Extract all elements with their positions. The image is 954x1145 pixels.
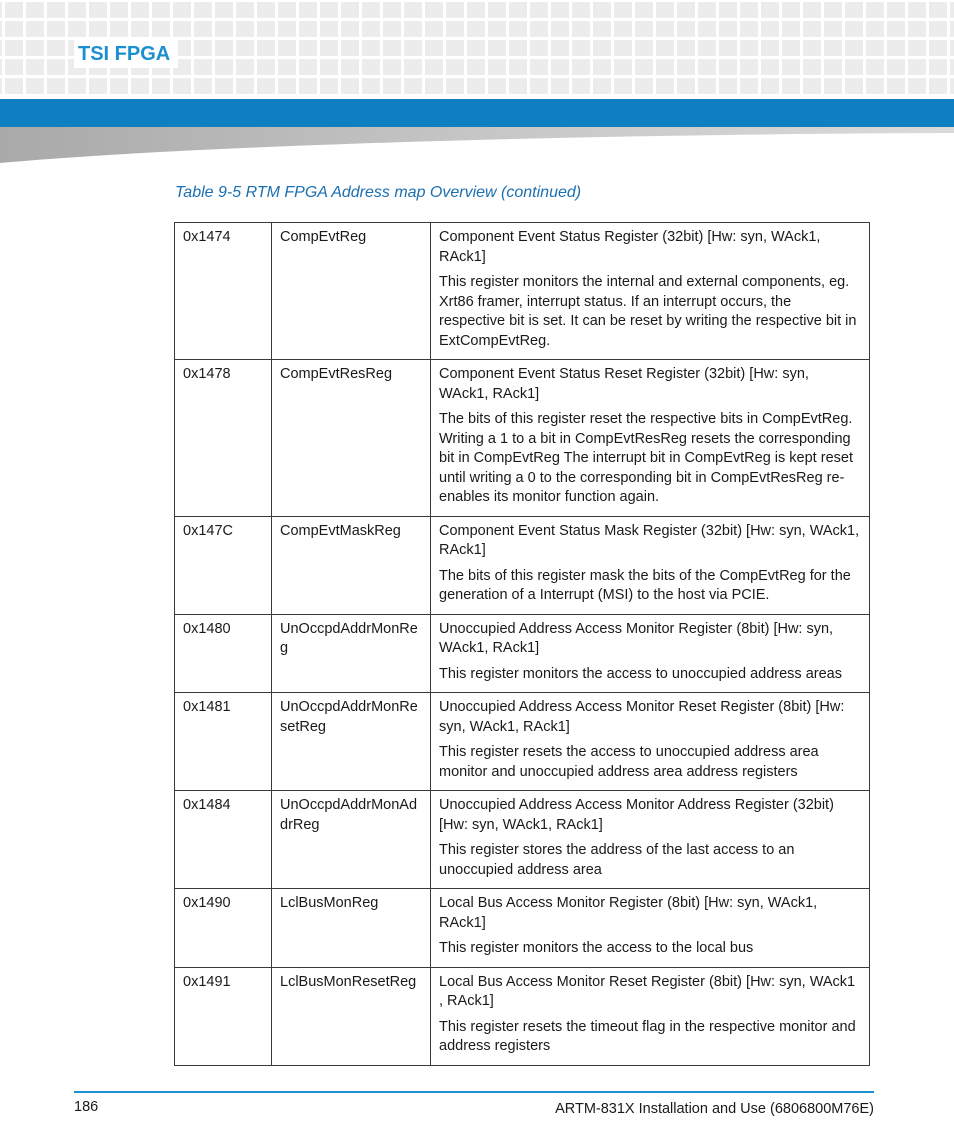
document-title: ARTM-831X Installation and Use (6806800M76E) [555,1101,874,1117]
table-row [175,889,870,968]
register-name: UnOccpdAddrMonReg [272,614,431,693]
register-summary: Unoccupied Address Access Monitor Address Register (32bit) [Hw: syn, WAck1, RAck1] [439,797,834,833]
register-address: 0x1474 [175,223,272,360]
register-name: CompEvtMaskReg [272,516,431,614]
table-row [175,516,870,614]
register-address: 0x147C [175,516,272,614]
register-summary: Unoccupied Address Access Monitor Register (8bit) [Hw: syn, WAck1, RAck1] [439,620,834,656]
footer-rule [74,1091,874,1093]
register-summary: Component Event Status Reset Register (32bit) [Hw: syn, WAck1, RAck1] [439,366,809,402]
table-row [175,360,870,517]
page-number: 186 [74,1099,99,1115]
register-address: 0x1490 [175,889,272,968]
register-name: LclBusMonResetReg [272,967,431,1065]
table-row [175,614,870,693]
register-summary: Component Event Status Register (32bit) [Hw: syn, WAck1, RAck1] [439,229,821,265]
register-description [431,360,870,517]
register-description [431,693,870,791]
register-address: 0x1491 [175,967,272,1065]
table-row [175,967,870,1065]
register-description [431,967,870,1065]
register-description [431,614,870,693]
table-row [175,223,870,360]
register-detail: The bits of this register reset the respective bits in CompEvtReg. Writing a 1 to a bit in CompEvtResReg resets the corresponding bit in CompEvtReg The interrupt bit in CompEvtReg is kept reset until writing a 0 to the corresponding bit in CompEvtResReg re-enables its monitor function again. [439,411,853,505]
register-address: 0x1478 [175,360,272,517]
register-summary: Local Bus Access Monitor Register (8bit) [Hw: syn, WAck1, RAck1] [439,895,818,931]
register-name: CompEvtResReg [272,360,431,517]
register-description [431,791,870,889]
register-detail: This register monitors the access to the local bus [439,940,754,956]
register-description [431,223,870,360]
register-summary: Local Bus Access Monitor Reset Register (8bit) [Hw: syn, WAck1 , RAck1] [439,973,856,1009]
register-detail: This register resets the timeout flag in the respective monitor and address registers [439,1018,856,1054]
header-gray-swoosh [0,127,954,163]
register-summary: Unoccupied Address Access Monitor Reset Register (8bit) [Hw: syn, WAck1, RAck1] [439,699,845,735]
address-map-table [174,222,870,1066]
table-row [175,693,870,791]
register-summary: Component Event Status Mask Register (32bit) [Hw: syn, WAck1, RAck1] [439,522,860,558]
table-row [175,791,870,889]
register-name: LclBusMonReg [272,889,431,968]
register-address: 0x1480 [175,614,272,693]
table-caption: Table 9-5 RTM FPGA Address map Overview (continued) [175,184,582,201]
register-detail: This register monitors the access to unoccupied address areas [439,665,842,682]
header-blue-band [0,99,954,127]
register-name: CompEvtReg [272,223,431,360]
register-detail: The bits of this register mask the bits of the CompEvtReg for the generation of a Interrupt (MSI) to the host via PCIE. [439,567,851,603]
register-address: 0x1481 [175,693,272,791]
address-map-table-body [175,223,870,1066]
register-detail: This register resets the access to unoccupied address area monitor and unoccupied address area address registers [439,744,819,780]
register-description [431,516,870,614]
register-detail: This register monitors the internal and external components, eg. Xrt86 framer, interrupt status. If an interrupt occurs, the respective bit is set. It can be reset by writing the respective bit in ExtCompEvtReg. [439,274,857,349]
register-name: UnOccpdAddrMonAddrReg [272,791,431,889]
register-detail: This register stores the address of the last access to an unoccupied address area [439,842,795,878]
section-title: TSI FPGA [74,40,178,68]
register-address: 0x1484 [175,791,272,889]
register-description [431,889,870,968]
register-name: UnOccpdAddrMonResetReg [272,693,431,791]
